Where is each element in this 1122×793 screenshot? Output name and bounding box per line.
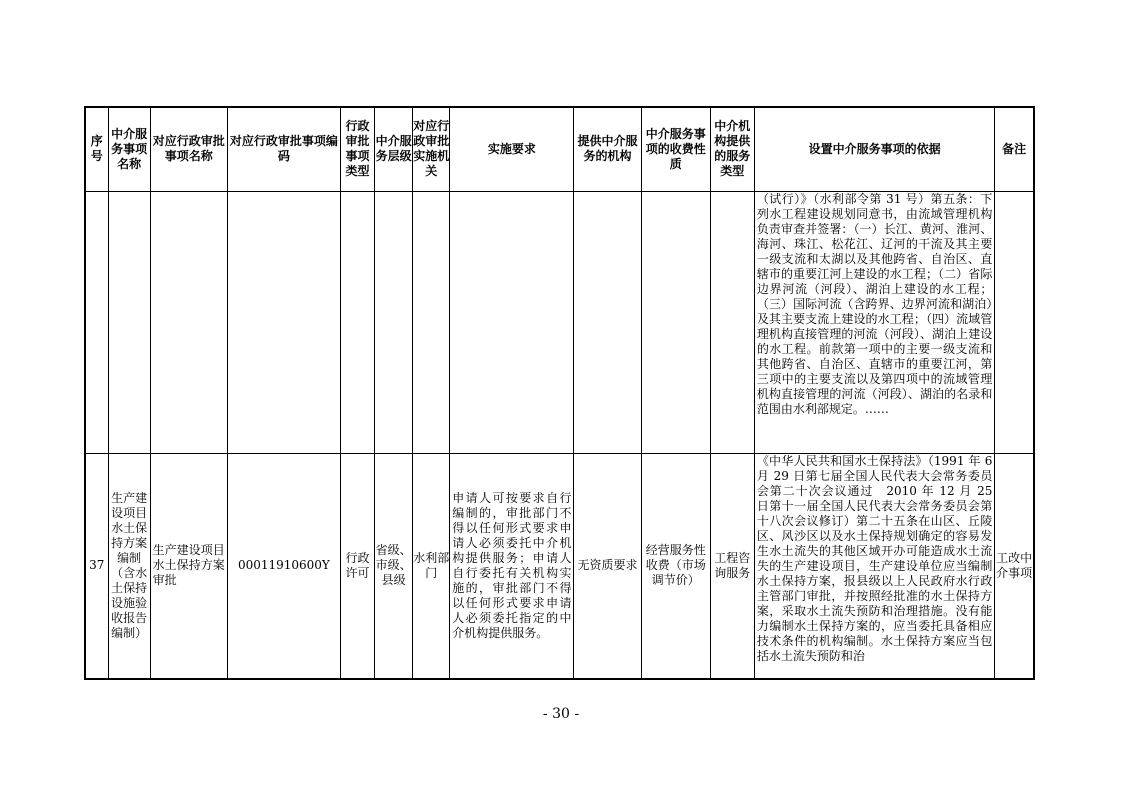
provider-cell: 无资质要求 [574, 453, 641, 679]
intermediary-service-table [84, 106, 1035, 680]
header-service-type: 中介机构提供的服务类型 [710, 107, 754, 191]
page-number: - 30 - [542, 706, 580, 722]
basis-cell: （试行）》（水利部令第 31 号）第五条：下列水工程建设规划同意书，由流域管理机构负责审查并签署：（一）长江、黄河、淮河、海河、珠江、松花江、辽河的干流及其主要一级支流和太湖以及其他跨省、自治区、直辖市的重要江河上建设的水工程；（二）省际边界河流（河段）、湖泊上建设的水工程；（三）国际河流（含跨界、边界河流和湖泊）及其主要支流上建设的水工程；（四）流域管理机构直接管理的河流（河段）、湖泊上建设的水工程。前款第一项中的主要一级支流和其他跨省、自治区、直辖市的重要江河，第三项中的主要支流以及第四项中的流域管理机构直接管理的河流（河段）、湖泊的名录和范围由水利部规定。…… [754, 191, 995, 453]
approval-type-cell: 行政许可 [341, 453, 375, 679]
agency-cell: 水利部门 [413, 453, 450, 679]
header-approval-code: 对应行政审批事项编码 [227, 107, 340, 191]
header-seq: 序号 [85, 107, 108, 191]
seq-cell: 37 [85, 453, 108, 679]
header-agency: 对应行政审批实施机关 [413, 107, 450, 191]
remark-cell: 工改中介事项 [995, 453, 1034, 679]
header-requirement: 实施要求 [450, 107, 574, 191]
header-approval-name: 对应行政审批事项名称 [150, 107, 227, 191]
header-fee: 中介服务事项的收费性质 [641, 107, 710, 191]
header-item: 中介服务事项名称 [108, 107, 150, 191]
fee-cell: 经营服务性收费（市场调节价） [641, 453, 710, 679]
level-cell: 省级、市级、县级 [375, 453, 413, 679]
approval-code-cell: 00011910600Y [227, 453, 340, 679]
header-remark: 备注 [995, 107, 1034, 191]
table-row [85, 453, 1034, 679]
item-cell: 生产建设项目水土保持方案编制（含水土保持设施验收报告编制） [108, 453, 150, 679]
approval-name-cell: 生产建设项目水土保持方案审批 [150, 453, 227, 679]
table-row-continuation [85, 191, 1034, 453]
service-type-cell: 工程咨询服务 [710, 453, 754, 679]
requirement-cell: 申请人可按要求自行编制的，审批部门不得以任何形式要求申请人必须委托中介机构提供服务；申请人自行委托有关机构实施的，审批部门不得以任何形式要求申请人必须委托指定的中介机构提供服务。 [450, 453, 574, 679]
header-level: 中介服务层级 [375, 107, 413, 191]
header-basis: 设置中介服务事项的依据 [754, 107, 995, 191]
header-approval-type: 行政审批事项类型 [341, 107, 375, 191]
basis-cell: 《中华人民共和国水土保持法》（1991 年 6 月 29 日第七届全国人民代表大会常务委员会第二十次会议通过 2010 年 12 月 25 日第十一届全国人民代表大会常务委员会第十八次会议修订）第二十五条在山区、丘陵区、风沙区以及水土保持规划确定的容易发生水土流失的其他区域开办可能造成水土流失的生产建设项目，生产建设单位应当编制水土保持方案，报县级以上人民政府水行政主管部门审批，并按照经批准的水土保持方案，采取水土流失预防和治理措施。没有能力编制水土保持方案的，应当委托具备相应技术条件的机构编制。水土保持方案应当包括水土流失预防和治 [754, 453, 995, 679]
header-row [85, 107, 1034, 191]
header-provider: 提供中介服务的机构 [574, 107, 641, 191]
